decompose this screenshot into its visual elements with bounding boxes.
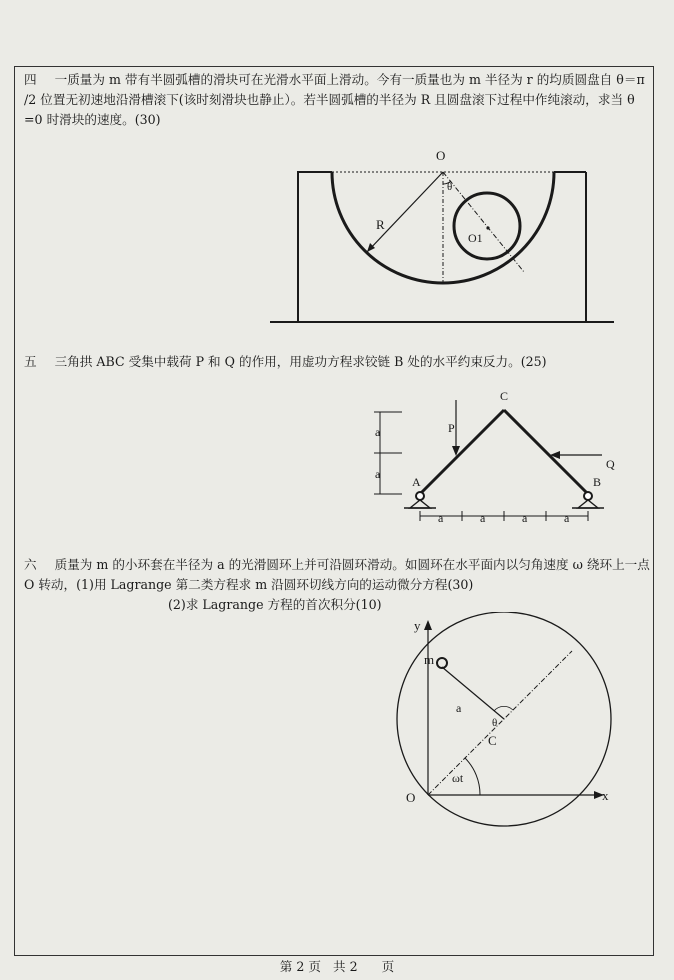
page-footer [0, 958, 674, 976]
member-CB [504, 410, 588, 494]
dim-a-4: a [564, 511, 570, 525]
label-A: A [412, 475, 421, 489]
label-O1: O1 [468, 231, 483, 245]
problem-4-body: 一质量为 m 带有半圆弧槽的滑块可在光滑水平面上滑动。今有一质量也为 m 半径为 r 的均质圆盘自 θ＝π /2 位置无初速地沿滑槽滚下(该时刻滑块也静止）。若半圆弧槽的半径为 R 且圆盘滚下过程中作纯滚动，求当 θ =0 时滑块的速度。(30) [24, 72, 645, 127]
label-theta: θ [492, 717, 498, 729]
label-B: B [593, 475, 602, 489]
problem-6-text [24, 555, 654, 595]
label-a: a [456, 701, 462, 715]
small-ring-m [437, 658, 447, 668]
dim-a-upper: a [375, 425, 381, 439]
problem-6-part2: (2)求 Lagrange 方程的首次积分(10) [168, 597, 382, 612]
problem-6-number: 六 [24, 557, 37, 572]
hinge-B [584, 492, 592, 500]
footer-page: 第 2 页 [279, 959, 321, 974]
label-m: m [424, 652, 435, 667]
label-P: P [448, 421, 455, 435]
dim-a-1: a [438, 511, 444, 525]
dim-a-2: a [480, 511, 486, 525]
problem-5-body: 三角拱 ABC 受集中载荷 P 和 Q 的作用，用虚功方程求铰链 B 处的水平约束反力。(25) [54, 354, 547, 369]
problem-5-text [24, 352, 654, 372]
hinge-A [416, 492, 424, 500]
footer-suffix: 页 [381, 959, 395, 974]
problem-5-figure [366, 386, 628, 526]
problem-6-figure [392, 612, 616, 838]
dim-a-3: a [522, 511, 528, 525]
rolling-disk [454, 193, 520, 259]
problem-6-body: 质量为 m 的小环套在半径为 a 的光滑圆环上并可沿圆环滑动。如圆环在水平面内以匀角速度 ω 绕环上一点 O 转动，(1)用 Lagrange 第二类方程求 m 沿圆环切线方向的运动微分方程(30) [24, 557, 650, 592]
label-y: y [414, 618, 421, 633]
problem-4-text [24, 70, 654, 130]
problem-4-figure [266, 142, 618, 334]
support-A [410, 500, 430, 508]
block-outline [298, 172, 586, 322]
label-O: O [436, 148, 446, 163]
problem-5-number: 五 [24, 354, 37, 369]
label-theta: θ [447, 181, 453, 193]
label-omega-t: ωt [452, 771, 464, 785]
label-C: C [488, 733, 497, 748]
label-Q: Q [606, 457, 615, 471]
dim-a-lower: a [375, 467, 381, 481]
label-O: O [406, 790, 416, 805]
omega-t-arc [465, 758, 480, 795]
label-C: C [500, 389, 509, 403]
footer-total: 共 2 [332, 959, 358, 974]
radius-a-line [442, 667, 504, 719]
y-axis-arrow [424, 620, 432, 630]
label-R: R [376, 217, 385, 232]
label-x: x [602, 788, 609, 803]
member-AC [420, 410, 504, 494]
radius-line-R [367, 172, 443, 252]
disk-center-dot [486, 226, 489, 229]
problem-4-number: 四 [24, 72, 37, 87]
theta-arc [494, 706, 513, 711]
support-B [578, 500, 598, 508]
